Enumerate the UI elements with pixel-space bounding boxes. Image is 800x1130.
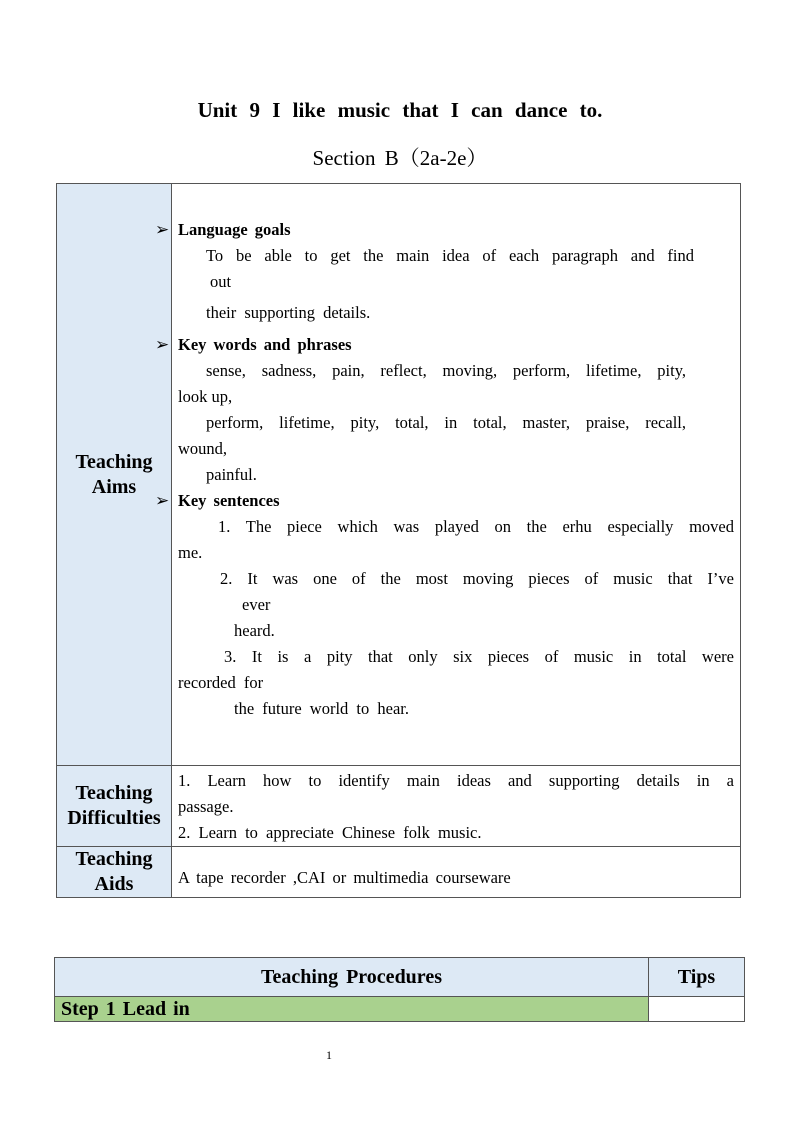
bullet-arrow-icon: ➢ bbox=[155, 220, 170, 239]
teaching-aids-text: A tape recorder ,CAI or multimedia courseware bbox=[178, 868, 511, 887]
tips-header: Tips bbox=[649, 958, 745, 997]
procedures-header-row bbox=[55, 958, 745, 997]
text-line: out bbox=[210, 272, 232, 291]
bullet-arrow-icon: ➢ bbox=[155, 335, 170, 354]
text-line: me. bbox=[178, 543, 203, 562]
text-line: ever bbox=[242, 595, 271, 614]
language-goals-heading: Language goals bbox=[178, 220, 291, 239]
text-line: passage. bbox=[178, 797, 234, 816]
procedures-table bbox=[54, 957, 745, 1022]
text-line: 2. Learn to appreciate Chinese folk music. bbox=[178, 823, 482, 842]
text-line: their supporting details. bbox=[206, 303, 371, 322]
text-line: painful. bbox=[206, 465, 257, 484]
teaching-aims-row bbox=[57, 184, 741, 766]
step-1-heading: Step 1 Lead in bbox=[55, 997, 649, 1022]
key-words-heading: Key words and phrases bbox=[178, 335, 352, 354]
teaching-aids-label: Teaching Aids bbox=[57, 847, 172, 898]
text-line: To be able to get the main idea of each paragraph and find bbox=[206, 246, 694, 265]
tips-cell bbox=[649, 997, 745, 1022]
text-line: 1. Learn how to identify main ideas and supporting details in a bbox=[178, 771, 734, 790]
bullet-arrow-icon: ➢ bbox=[155, 491, 170, 510]
teaching-aims-content bbox=[155, 184, 741, 766]
procedures-header: Teaching Procedures bbox=[55, 958, 649, 997]
page-number: 1 bbox=[326, 1048, 332, 1062]
teaching-aims-label: Teaching Aims bbox=[57, 184, 172, 766]
text-line: 3. It is a pity that only six pieces of music in total were bbox=[224, 647, 734, 666]
text-line: recorded for bbox=[178, 673, 264, 692]
text-line: heard. bbox=[234, 621, 275, 640]
step-row bbox=[55, 997, 745, 1022]
document-subtitle: Section B（2a-2e） bbox=[312, 146, 488, 170]
teaching-difficulties-row bbox=[57, 766, 741, 847]
key-sentences-heading: Key sentences bbox=[178, 491, 280, 510]
text-line: perform, lifetime, pity, total, in total, master, praise, recall, bbox=[206, 413, 686, 432]
teaching-aids-content bbox=[172, 847, 741, 898]
text-line: 2. It was one of the most moving pieces of music that I’ve bbox=[220, 569, 734, 588]
lesson-plan-table bbox=[56, 183, 741, 898]
text-line: wound, bbox=[178, 439, 228, 458]
text-line: sense, sadness, pain, reflect, moving, perform, lifetime, pity, bbox=[206, 361, 686, 380]
text-line: the future world to hear. bbox=[234, 699, 409, 718]
teaching-difficulties-content bbox=[172, 766, 741, 847]
document-title: Unit 9 I like music that I can dance to. bbox=[197, 98, 603, 122]
text-line: look up, bbox=[178, 387, 233, 406]
teaching-aids-row bbox=[57, 847, 741, 898]
text-line: 1. The piece which was played on the erhu especially moved bbox=[218, 517, 734, 536]
teaching-difficulties-label: Teaching Difficulties bbox=[57, 766, 172, 847]
